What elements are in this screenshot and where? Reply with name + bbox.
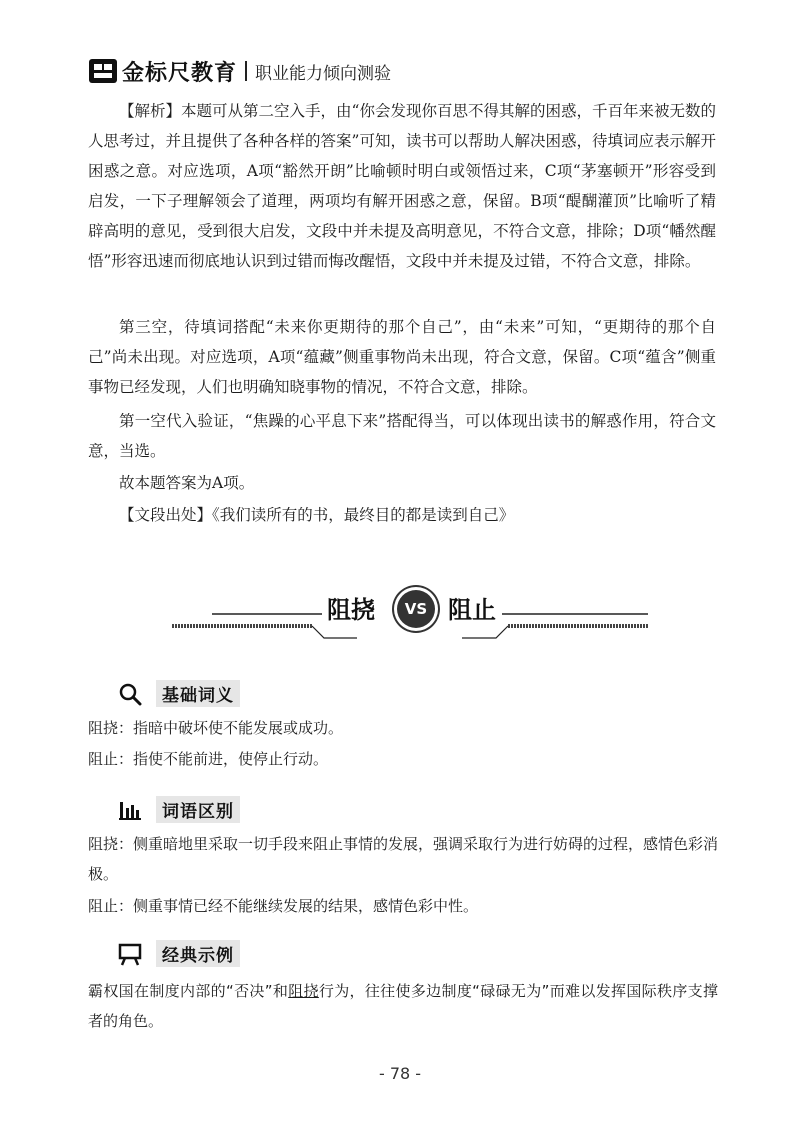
section-title-example: 经典示例 xyxy=(156,940,240,967)
header-subtitle: 职业能力倾向测验 xyxy=(255,63,392,84)
example-underlined-word: 阻挠 xyxy=(288,982,319,1000)
source-line: 【文段出处】《我们读所有的书，最终目的都是读到自己》 xyxy=(119,506,515,524)
banner-word-left: 阻挠 xyxy=(327,595,375,624)
section-header-example xyxy=(118,940,240,967)
difference-item-1: 阻挠：侧重暗地里采取一切手段来阻止事情的发展，强调采取行为进行妨碍的过程，感情色彩消极。 xyxy=(88,835,719,883)
header-divider xyxy=(245,61,247,81)
analysis-paragraph-2: 第三空，待填词搭配“未来你更期待的那个自己”，由“未来”可知，“更期待的那个自己”尚未出现。对应选项，A项“蕴藏”侧重事物尚未出现，符合文意，保留。C项“蕴含”侧重事物已经发现，人们也明确知晓事物的情况，不符合文意，排除。 xyxy=(88,318,716,396)
meaning-item-1: 阻挠：指暗中破坏使不能发展或成功。 xyxy=(88,719,344,737)
example-text-after: 行为，往往使多边制度“碌碌无为”而难以发挥国际秩序支撑者的角色。 xyxy=(88,982,719,1030)
magnifier-icon xyxy=(118,682,142,706)
vs-badge: VS xyxy=(397,590,435,628)
answer-line: 故本题答案为A项。 xyxy=(119,474,255,492)
analysis-paragraph-1: 【解析】本题可从第二空入手，由“你会发现你百思不得其解的困惑，千百年来被无数的人思考过，并且提供了各种各样的答案”可知，读书可以帮助人解决困惑，待填词应表示解开困惑之意。对应选项，A项“豁然开朗”比喻顿时明白或领悟过来，C项“茅塞顿开”形容受到启发，一下子理解领会了道理，两项均有解开困惑之意，保留。B项“醍醐灌顶”比喻听了精辟高明的意见，受到很大启发，文段中并未提及高明意见，不符合文意，排除；D项“幡然醒悟”形容迅速而彻底地认识到过错而悔改醒悟，文段中并未提及过错，不符合文意，排除。 xyxy=(88,102,716,270)
easel-board-icon xyxy=(118,942,142,966)
meaning-item-2: 阻止：指使不能前进，使停止行动。 xyxy=(88,750,329,768)
page-number: - 78 - xyxy=(378,1064,422,1083)
brand-name: 金标尺教育 xyxy=(122,60,238,86)
section-header-difference xyxy=(118,796,240,823)
bar-chart-icon xyxy=(118,798,142,822)
page-header xyxy=(88,54,391,88)
banner-word-right: 阻止 xyxy=(448,595,496,624)
section-header-meaning xyxy=(118,680,240,707)
word-comparison-banner xyxy=(172,590,648,646)
example-text xyxy=(88,976,718,1036)
brand-logo-icon xyxy=(88,56,118,86)
example-text-before: 霸权国在制度内部的“否决”和 xyxy=(88,982,289,1000)
analysis-paragraph-3: 第一空代入验证，“焦躁的心平息下来”搭配得当，可以体现出读书的解惑作用，符合文意，当选。 xyxy=(88,412,716,460)
section-title-difference: 词语区别 xyxy=(156,796,240,823)
section-title-meaning: 基础词义 xyxy=(156,680,240,707)
difference-item-2: 阻止：侧重事情已经不能继续发展的结果，感情色彩中性。 xyxy=(88,897,479,915)
